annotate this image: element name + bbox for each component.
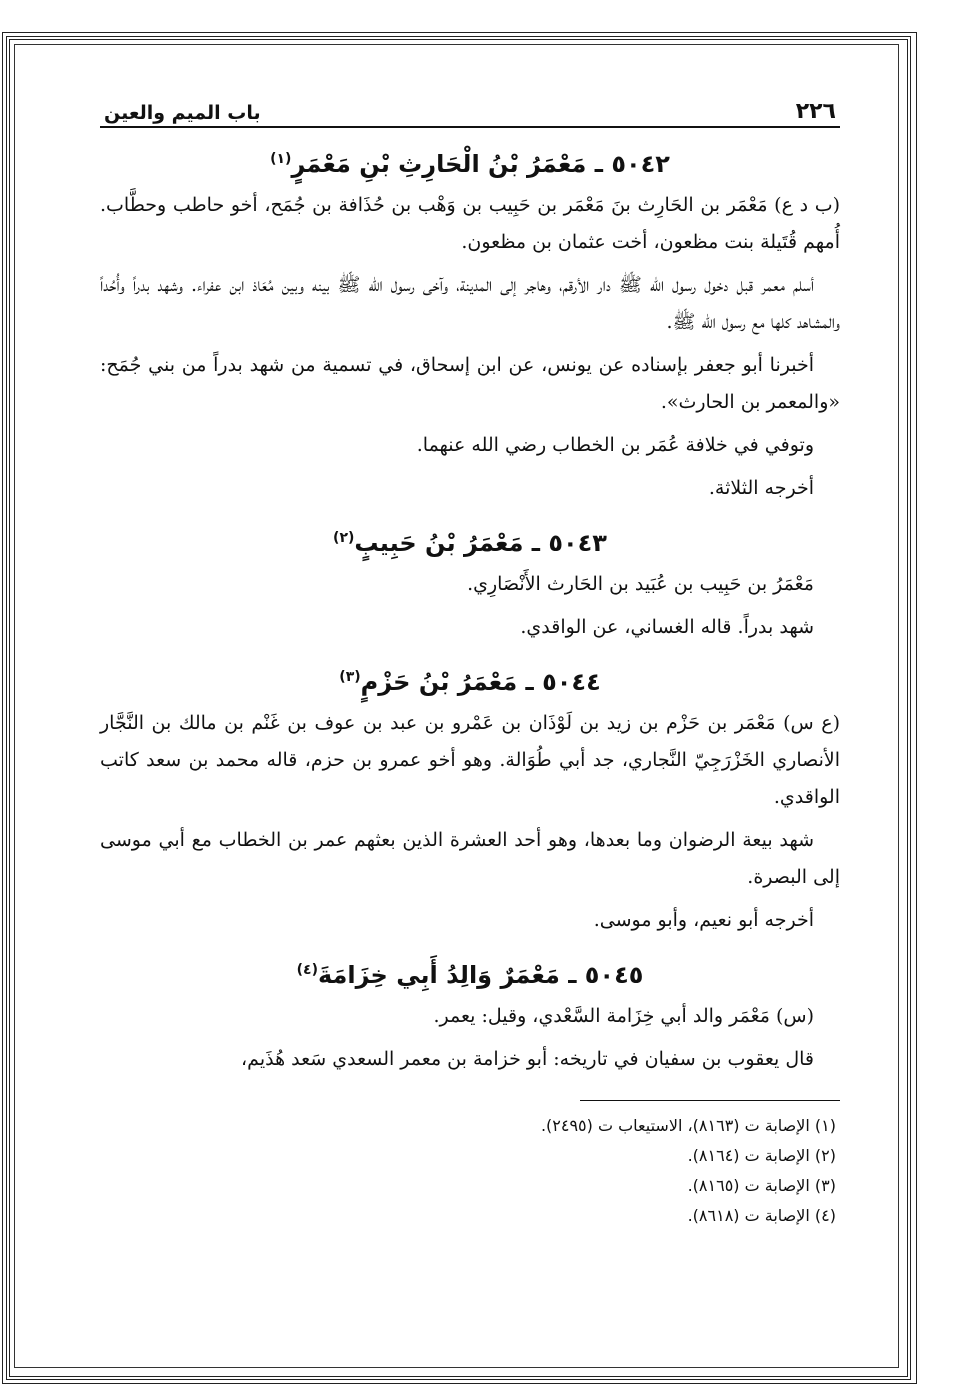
entry-paragraph: أخرجه الثلاثة.: [708, 477, 814, 499]
entry-paragraph: شهد بدراً. قاله الغساني، عن الواقدي.: [520, 616, 814, 638]
footnote-marker: (٤): [296, 962, 318, 978]
entry-paragraph: أسلم معمر قبل دخول رسول الله ﷺ دار الأرقم، وهاجر إلى المدينة، وآخى رسول الله ﷺ بينه وبين مُعَاذ ابن عفراء. وشهد بدراً وأُحُداً والمشاهد كلها مع رسول الله ﷺ.: [100, 274, 840, 333]
footnote: (٢) الإصابة ت (٨١٦٤).: [687, 1146, 836, 1165]
entry-paragraph: (س) مَعْمَر والد أبي خِزَامة السَّعْدي، وقيل: يعمر.: [433, 1005, 814, 1027]
entry-paragraph: أخبرنا أبو جعفر بإسناده عن يونس، عن ابن إسحاق، في تسمية من شهد بدراً من بني جُمَح: «والمعمر بن الحارث».: [100, 354, 840, 413]
book-page: [100, 88, 840, 1328]
footnote: (١) الإصابة ت (٨١٦٣)، الاستيعاب ت (٢٤٩٥).: [540, 1116, 836, 1135]
entry-paragraph: شهد بيعة الرضوان وما بعدها، وهو أحد العشرة الذين بعثهم عمر بن الخطاب مع أبي موسى إلى البصرة.: [100, 829, 840, 888]
entry-paragraph: قال يعقوب بن سفيان في تاريخه: أبو خزامة بن معمر السعدي سَعد هُذَيم،: [241, 1048, 814, 1070]
footnote-separator: [580, 1100, 840, 1101]
entry-heading-5044: ٥٠٤٤ ـ مَعْمَرُ بْنُ حَزْمٍ$^{(٣)}$: [339, 668, 601, 696]
page-number: ٢٢٦: [795, 99, 836, 124]
chapter-title: باب الميم والعين: [104, 102, 261, 124]
entry-paragraph: وتوفي في خلافة عُمَر بن الخطاب رضي الله عنهما.: [416, 434, 814, 456]
entry-heading-5042: ٥٠٤٢ ـ مَعْمَرُ بْنُ الْحَارِثِ بْنِ مَعْمَرٍ$^{(١)}$: [270, 150, 670, 178]
entry-heading-5043: ٥٠٤٣ ـ مَعْمَرُ بْنُ حَبِيبٍ$^{(٢)}$: [333, 529, 607, 557]
footnote: (٤) الإصابة ت (٨٦١٨).: [687, 1206, 836, 1225]
footnote-marker: (٣): [339, 669, 361, 685]
footnote-marker: (١): [270, 151, 292, 167]
entry-paragraph: أخرجه أبو نعيم، وأبو موسى.: [593, 909, 814, 931]
entry-paragraph: (ب د ع) مَعْمَر بن الحَارِث بنَ مَعْمَر بن حَبِيب بن وَهْب بن حُذَافة بن جُمَح، أخو حاطب وحطَّاب. أُمهم قُتَيلة بنت مظعون، أخت عثمان بن مظعون.: [100, 194, 840, 253]
footnote-marker: (٢): [333, 530, 355, 546]
footnote: (٣) الإصابة ت (٨١٦٥).: [687, 1176, 836, 1195]
entry-paragraph: (ع س) مَعْمَر بن حَزْم بن زيد بن لَوْذَان بن عَمْرو بن عبد بن عوف بن غَنْم بن مالك بن النَّجَّار الأنصاري الخَزْرَجِيّ النَّجاري، جد أبي طُوَالة. وهو أخو عمرو بن حزم، قاله محمد بن سعد كاتب الواقدي.: [100, 712, 840, 808]
entry-heading-5045: ٥٠٤٥ ـ مَعْمَرٌ وَالِدُ أَبِي خِزَامَةَ$^{(٤)}$: [296, 961, 644, 989]
running-head: [100, 88, 840, 128]
entry-paragraph: مَعْمَرُ بن حَبِيب بن عُبَيد بن الحَارث الأَنْصَارِي.: [467, 573, 814, 595]
